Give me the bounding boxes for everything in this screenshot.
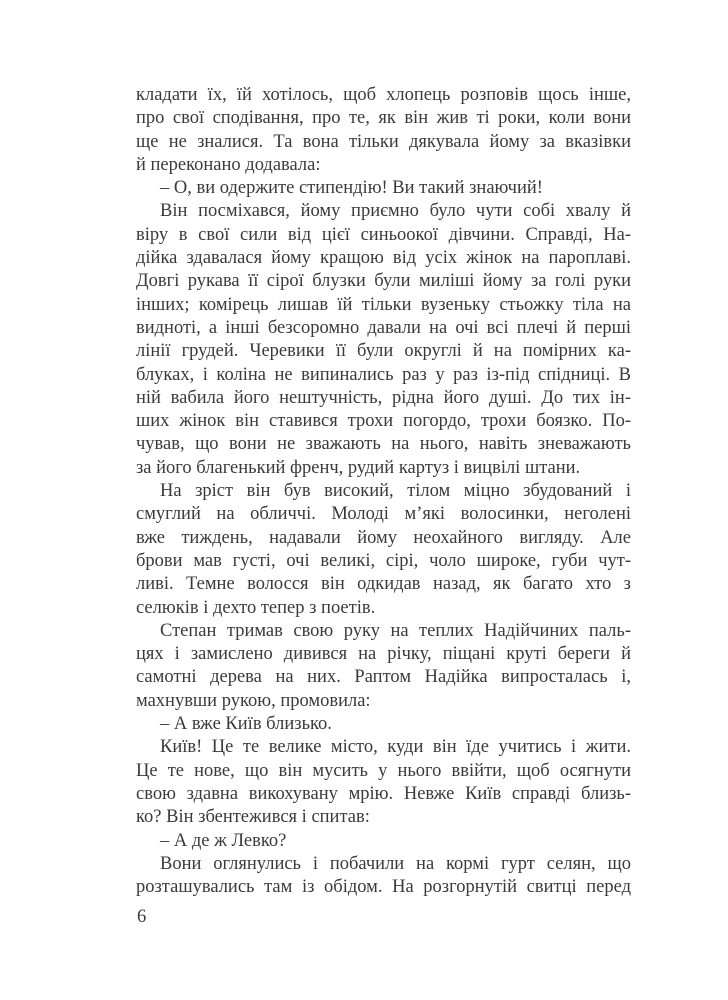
text-line: розташувались там із обідом. На розгорнутій свитці перед <box>136 877 631 898</box>
text-line: – О, ви одержите стипендію! Ви такий знаючий! <box>160 178 543 199</box>
text-line: ще не зналися. Та вона тільки дякувала йому за вказівки <box>136 131 631 152</box>
text-line: кладати їх, їй хотілось, щоб хлопець розповів щось інше, <box>136 85 631 105</box>
text-line: На зріст він був високий, тілом міцно збудований і <box>160 481 631 502</box>
text-line: махнувши рукою, промовила: <box>136 690 371 711</box>
text-line: ко? Він збентежився і спитав: <box>136 807 370 828</box>
text-line: віру в свої сили від цієї синьоокої дівчини. Справді, На- <box>136 224 631 245</box>
page-text <box>136 84 631 899</box>
text-line: Вони оглянулись і побачили на кормі гурт селян, що <box>160 853 631 874</box>
text-line: самотні дерева на них. Раптом Надійка випросталась і, <box>136 667 631 688</box>
text-line: – А де ж Левко? <box>160 830 287 851</box>
text-line: інших; комірець лишав їй тільки вузеньку стьожку тіла на <box>136 294 631 315</box>
text-line: Довгі рукава її сірої блузки були миліші йому за голі руки <box>136 271 631 292</box>
text-line: Степан тримав свою руку на теплих Надійчиних паль- <box>160 620 631 641</box>
text-line: ливі. Темне волосся він одкидав назад, як багато хто з <box>136 574 631 595</box>
text-line: ших жінок він ставився трохи погордо, трохи боязко. По- <box>136 411 631 432</box>
text-line: про свої сподівання, про те, як він жив ті роки, коли вони <box>136 108 631 129</box>
text-line: вже тиждень, надавали йому неохайного вигляду. Але <box>136 527 631 548</box>
text-line: й переконано додавала: <box>136 154 321 175</box>
text-line: чував, що вони не зважають на нього, навіть зневажають <box>136 434 631 455</box>
text-line: селюків і дехто тепер з поетів. <box>136 597 376 618</box>
text-line: видноті, а інші безсоромно давали на очі всі плечі й перші <box>136 317 631 338</box>
text-line: цях і замислено дивився на річку, піщані круті береги й <box>136 644 631 665</box>
text-line: за його благенький френч, рудий картуз і вицвілі штани. <box>136 457 581 478</box>
text-line: Він посміхався, йому приємно було чути собі хвалу й <box>160 201 631 222</box>
text-line: свою здавна викохувану мрію. Невже Київ справді близь- <box>136 783 631 804</box>
text-line: брови мав густі, очі великі, сірі, чоло широке, губи чут- <box>136 550 631 571</box>
text-line: лінії грудей. Черевики її були округлі й на помірних ка- <box>136 341 631 362</box>
text-line: ній вабила його нештучність, рідна його душі. До тих ін- <box>136 387 631 408</box>
text-line: Це те нове, що він мусить у нього ввійти, щоб осягнути <box>136 760 631 781</box>
page-number: 6 <box>137 907 147 927</box>
text-line: смуглий на обличчі. Молоді м’які волосинки, неголені <box>136 504 631 525</box>
text-line: Київ! Це те велике місто, куди він їде учитись і жити. <box>160 737 631 758</box>
text-line: дійка здавалася йому кращою від усіх жінок на пароплаві. <box>136 248 631 269</box>
text-line: блуках, і коліна не випинались раз у раз із-під спідниці. В <box>136 364 631 385</box>
text-line: – А вже Київ близько. <box>160 714 332 735</box>
